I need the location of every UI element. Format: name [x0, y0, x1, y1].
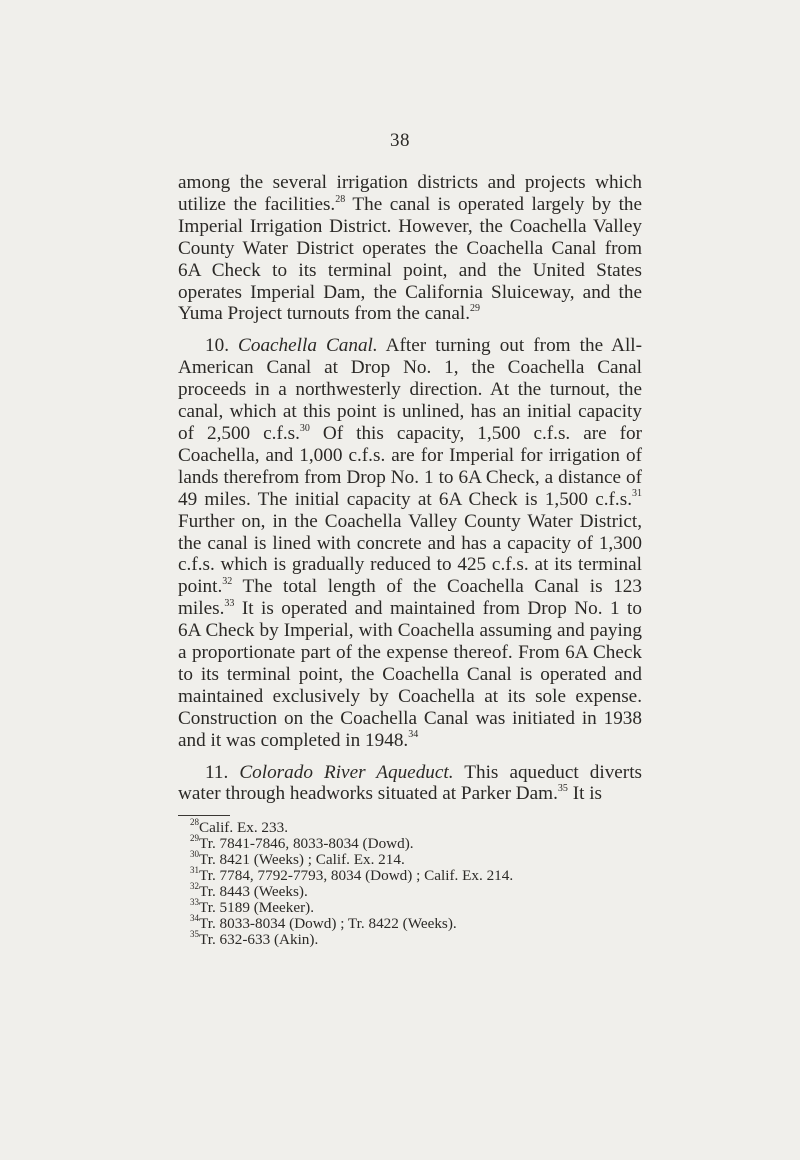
footnote-ref: 31: [632, 488, 642, 500]
paragraph-text: Further on, in the Coachella Valley County Water District, the canal is lined with concrete and has a capacity of 1,300 c.f.s. which is gradually reduced to 425 c.f.s. at its terminal point.: [178, 510, 642, 598]
paragraph-text: 10.: [205, 335, 239, 357]
section-title: Colorado River Aqueduct.: [239, 761, 454, 783]
footnote: [190, 832, 640, 852]
paragraph-text: Of this capacity, 1,500 c.f.s. are for Coachella, and 1,000 c.f.s. are for Imperial for irrigation of lands therefrom from Drop No. 1 to 6A Check, a distance of 49 miles. The initial capacity at 6A Check is 1,500 c.f.s.: [178, 422, 642, 510]
paragraph-text: This aqueduct diverts water through headworks situated at Parker Dam.: [178, 761, 642, 805]
footnote: [190, 880, 640, 900]
paragraph-text: After turning out from the All-American Canal at Drop No. 1, the Coachella Canal proceeds in a northwesterly direction. At the turnout, the canal, which at this point is unlined, has an initial capacity of 2,500 c.f.s.: [178, 335, 642, 444]
footnote-number: 33: [190, 896, 199, 907]
footnote: [190, 848, 640, 868]
paragraph-text: It is: [567, 783, 603, 805]
footnote-number: 34: [190, 912, 199, 923]
footnote-text: Calif. Ex. 233.: [199, 819, 289, 836]
paragraph-text: among the several irrigation districts and projects which utilize the facilities.: [178, 172, 642, 215]
footnote-number: 35: [190, 928, 199, 939]
footnote-divider: [178, 815, 230, 816]
footnote-number: 30: [190, 848, 199, 859]
footnote-number: 28: [190, 816, 199, 827]
paragraph-text: 11.: [205, 761, 240, 783]
footnote-ref: 35: [557, 783, 568, 795]
footnote-text: Tr. 8033-8034 (Dowd) ; Tr. 8422 (Weeks).: [199, 915, 457, 932]
footnote-ref: 33: [224, 597, 235, 609]
footnote-number: 29: [190, 832, 199, 843]
footnote-number: 32: [190, 880, 199, 891]
footnote: [190, 912, 640, 932]
section-title: Coachella Canal.: [238, 335, 378, 357]
footnote: [190, 896, 640, 916]
footnote-ref: 34: [408, 729, 419, 741]
paragraph-text: The canal is operated largely by the Imperial Irrigation District. However, the Coachella Valley County Water District operates the Coachella Canal from 6A Check to its terminal point, and the United States operates Imperial Dam, the California Sluiceway, and the Yuma Project turnouts from the canal.: [178, 193, 643, 325]
footnote-text: Tr. 5189 (Meeker).: [199, 899, 315, 916]
footnote-ref: 28: [335, 193, 346, 205]
footnote-number: 31: [190, 864, 199, 875]
paragraph-text: The total length of the Coachella Canal is 123 miles.: [178, 576, 642, 620]
paragraph-text: It is operated and maintained from Drop No. 1 to 6A Check by Imperial, with Coachella assuming and paying a proportionate part of the expense thereof. From 6A Check to its terminal point, the Coachella Canal is operated and maintained exclusively by Coachella at its sole expense. Construction on the Coachella Canal was initiated in 1938 and it was completed in 1948.: [178, 598, 642, 751]
paragraph: [178, 172, 642, 325]
footnote: [190, 928, 640, 948]
footnote-text: Tr. 7841-7846, 8033-8034 (Dowd).: [199, 835, 414, 852]
footnote-text: Tr. 7784, 7792-7793, 8034 (Dowd) ; Calif. Ex. 214.: [199, 867, 514, 884]
footnote: [190, 816, 640, 836]
footnote: [190, 864, 640, 884]
footnotes: [190, 816, 640, 948]
page-number: 38: [390, 130, 410, 151]
footnote-ref: 29: [470, 303, 480, 315]
footnote-ref: 30: [299, 422, 310, 434]
footnote-text: Tr. 632-633 (Akin).: [199, 931, 319, 948]
footnote-text: Tr. 8443 (Weeks).: [199, 883, 308, 900]
paragraph: [178, 335, 642, 751]
paragraph: [178, 762, 642, 806]
body-text: [178, 172, 642, 805]
footnote-ref: 32: [222, 575, 233, 587]
footnote-text: Tr. 8421 (Weeks) ; Calif. Ex. 214.: [199, 851, 405, 868]
